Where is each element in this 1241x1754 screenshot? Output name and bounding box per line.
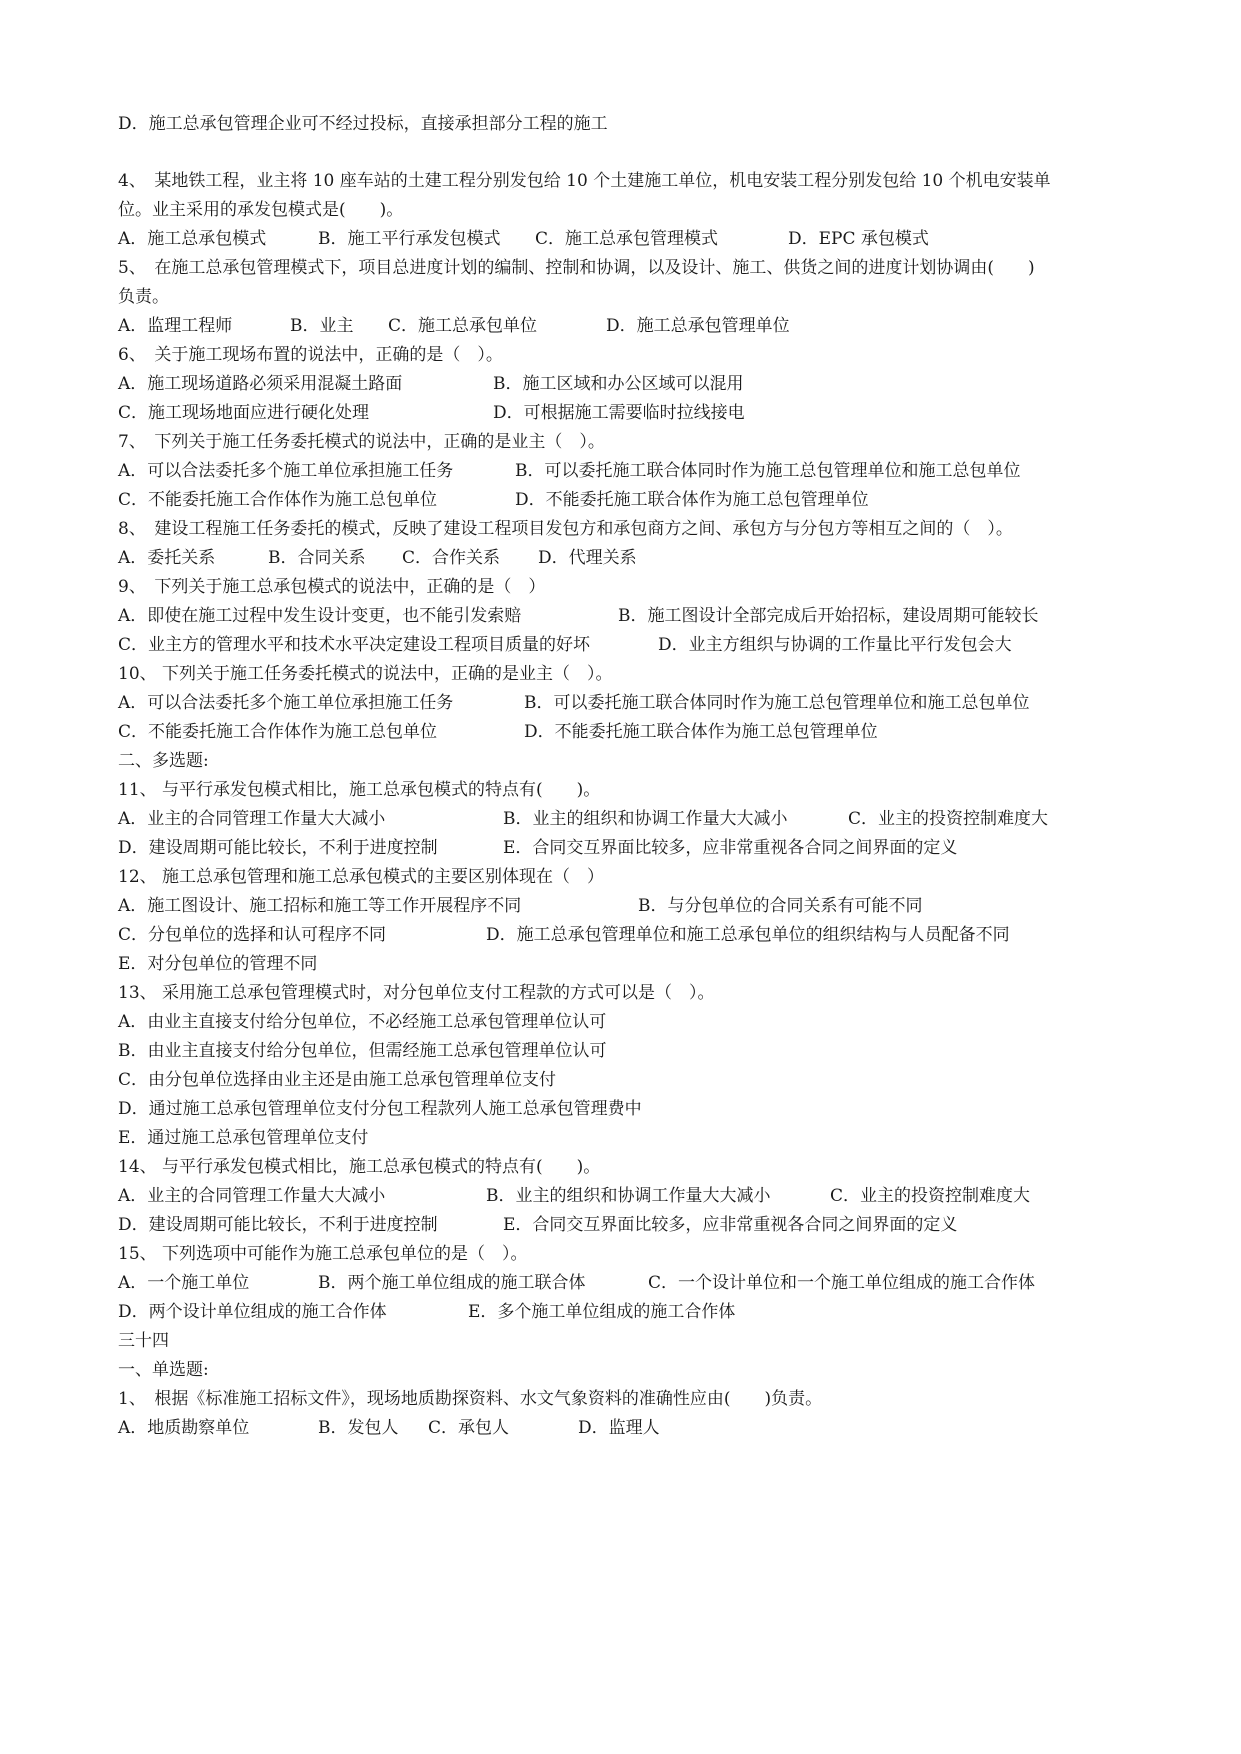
- text-segment: D．代理关系: [538, 548, 637, 568]
- text-segment: B．与分包单位的合同关系有可能不同: [638, 896, 923, 916]
- text-segment: E．通过施工总承包管理单位支付: [118, 1128, 369, 1148]
- text-segment: 1、 根据《标准施工招标文件》，现场地质勘探资料、水文气象资料的准确性应由( )负责。: [118, 1389, 823, 1409]
- text-segment: D．施工总承包管理企业可不经过投标，直接承担部分工程的施工: [118, 114, 608, 134]
- text-segment: D．EPC 承包模式: [788, 229, 929, 249]
- text-segment: D．业主方组织与协调的工作量比平行发包会大: [658, 635, 1012, 655]
- text-segment: D．两个设计单位组成的施工合作体: [118, 1302, 387, 1322]
- text-segment: D．施工总承包管理单位: [606, 316, 790, 336]
- text-segment: D．不能委托施工联合体作为施工总包管理单位: [515, 490, 869, 510]
- text-segment: A．施工图设计、施工招标和施工等工作开展程序不同: [118, 896, 522, 916]
- text-segment: A．业主的合同管理工作量大大减小: [118, 1186, 386, 1206]
- text-segment: A．可以合法委托多个施工单位承担施工任务: [118, 461, 454, 481]
- text-segment: 15、 下列选项中可能作为施工总承包单位的是（ ）。: [118, 1244, 528, 1264]
- text-segment: B．业主的组织和协调工作量大大减小: [486, 1186, 771, 1206]
- text-segment: A．由业主直接支付给分包单位，不必经施工总承包管理单位认可: [118, 1012, 607, 1032]
- text-segment: B．可以委托施工联合体同时作为施工总包管理单位和施工总包单位: [524, 693, 1030, 713]
- text-segment: E．合同交互界面比较多，应非常重视各合同之间界面的定义: [503, 838, 958, 858]
- text-segment: C．由分包单位选择由业主还是由施工总承包管理单位支付: [118, 1070, 557, 1090]
- text-segment: B．由业主直接支付给分包单位，但需经施工总承包管理单位认可: [118, 1041, 607, 1061]
- text-segment: 12、 施工总承包管理和施工总承包模式的主要区别体现在（ ）: [118, 867, 605, 887]
- text-segment: D．建设周期可能比较长，不利于进度控制: [118, 1215, 438, 1235]
- text-segment: C．施工现场地面应进行硬化处理: [118, 403, 370, 423]
- text-segment: C．业主的投资控制难度大: [848, 809, 1049, 829]
- text-segment: C．合作关系: [402, 548, 501, 568]
- text-segment: B．可以委托施工联合体同时作为施工总包管理单位和施工总包单位: [515, 461, 1021, 481]
- text-segment: 一、单选题:: [118, 1360, 209, 1380]
- text-segment: C．不能委托施工合作体作为施工总包单位: [118, 722, 438, 742]
- text-segment: 二、多选题:: [118, 751, 209, 771]
- text-segment: 三十四: [118, 1331, 169, 1351]
- text-segment: D．通过施工总承包管理单位支付分包工程款列人施工总承包管理费中: [118, 1099, 642, 1119]
- text-segment: 7、 下列关于施工任务委托模式的说法中，正确的是业主（ ）。: [118, 432, 605, 452]
- text-segment: E．对分包单位的管理不同: [118, 954, 318, 974]
- text-segment: C．施工总承包单位: [388, 316, 538, 336]
- text-segment: C．业主的投资控制难度大: [830, 1186, 1031, 1206]
- text-segment: B．两个施工单位组成的施工联合体: [318, 1273, 586, 1293]
- text-segment: 负责。: [118, 287, 169, 307]
- text-segment: B．业主的组织和协调工作量大大减小: [503, 809, 788, 829]
- text-segment: A．一个施工单位: [118, 1273, 250, 1293]
- text-segment: 6、 关于施工现场布置的说法中，正确的是（ ）。: [118, 345, 503, 365]
- text-segment: D．施工总承包管理单位和施工总承包单位的组织结构与人员配备不同: [486, 925, 1010, 945]
- text-segment: A．施工现场道路必须采用混凝土路面: [118, 374, 403, 394]
- text-segment: B．施工区域和办公区域可以混用: [493, 374, 744, 394]
- text-segment: 位。业主采用的承发包模式是( )。: [118, 200, 404, 220]
- text-segment: C．一个设计单位和一个施工单位组成的施工合作体: [648, 1273, 1036, 1293]
- text-segment: C．分包单位的选择和认可程序不同: [118, 925, 387, 945]
- text-segment: B．施工平行承发包模式: [318, 229, 501, 249]
- text-segment: 11、 与平行承发包模式相比，施工总承包模式的特点有( )。: [118, 780, 601, 800]
- text-segment: D．建设周期可能比较长，不利于进度控制: [118, 838, 438, 858]
- text-segment: 8、 建设工程施工任务委托的模式，反映了建设工程项目发包方和承包商方之间、承包方与分包方等相互之间的（ ）。: [118, 519, 1013, 539]
- text-segment: A．监理工程师: [118, 316, 233, 336]
- text-segment: C．施工总承包管理模式: [535, 229, 719, 249]
- text-segment: C．不能委托施工合作体作为施工总包单位: [118, 490, 438, 510]
- text-segment: C．业主方的管理水平和技术水平决定建设工程项目质量的好坏: [118, 635, 591, 655]
- text-segment: D．不能委托施工联合体作为施工总包管理单位: [524, 722, 878, 742]
- text-segment: A．地质勘察单位: [118, 1418, 250, 1438]
- text-segment: D．可根据施工需要临时拉线接电: [493, 403, 745, 423]
- text-segment: 9、 下列关于施工总承包模式的说法中，正确的是（ ）: [118, 577, 546, 597]
- text-segment: E．多个施工单位组成的施工合作体: [468, 1302, 736, 1322]
- text-segment: 14、 与平行承发包模式相比，施工总承包模式的特点有( )。: [118, 1157, 601, 1177]
- text-segment: B．业主: [290, 316, 354, 336]
- text-segment: 10、 下列关于施工任务委托模式的说法中，正确的是业主（ ）。: [118, 664, 613, 684]
- text-segment: E．合同交互界面比较多，应非常重视各合同之间界面的定义: [503, 1215, 958, 1235]
- text-segment: A．可以合法委托多个施工单位承担施工任务: [118, 693, 454, 713]
- text-segment: B．施工图设计全部完成后开始招标，建设周期可能较长: [618, 606, 1039, 626]
- text-segment: D．监理人: [578, 1418, 660, 1438]
- text-segment: A．即使在施工过程中发生设计变更，也不能引发索赔: [118, 606, 522, 626]
- text-segment: 5、 在施工总承包管理模式下，项目总进度计划的编制、控制和协调，以及设计、施工、供货之间的进度计划协调由( ): [118, 258, 1035, 278]
- text-segment: B．合同关系: [268, 548, 366, 568]
- text-segment: A．业主的合同管理工作量大大减小: [118, 809, 386, 829]
- text-segment: 13、 采用施工总承包管理模式时，对分包单位支付工程款的方式可以是（ ）。: [118, 983, 715, 1003]
- text-segment: 4、 某地铁工程，业主将 10 座车站的土建工程分别发包给 10 个土建施工单位，机电安装工程分别发包给 10 个机电安装单: [118, 171, 1051, 191]
- text-segment: C．承包人: [428, 1418, 510, 1438]
- text-segment: B．发包人: [318, 1418, 399, 1438]
- text-segment: A．施工总承包模式: [118, 229, 267, 249]
- text-segment: A．委托关系: [118, 548, 216, 568]
